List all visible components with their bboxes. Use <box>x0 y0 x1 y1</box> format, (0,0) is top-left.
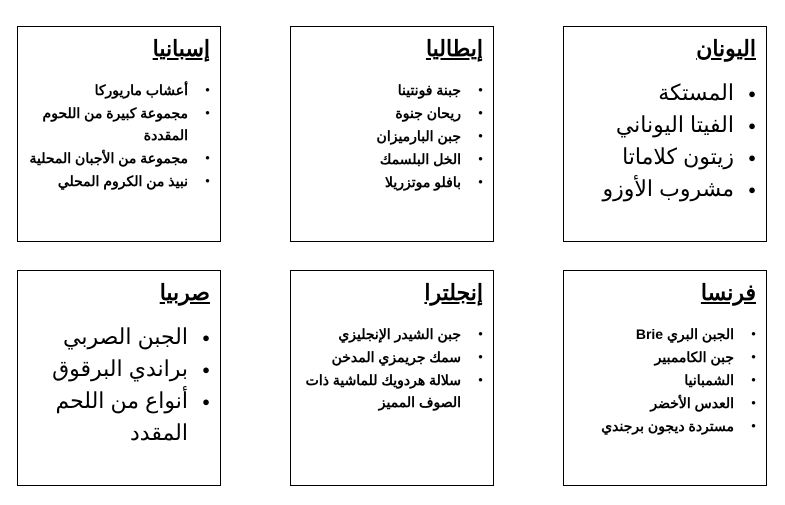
item-list <box>301 79 483 193</box>
item-list <box>301 323 483 413</box>
item-list <box>28 79 210 192</box>
list-item: ● أعشاب ماريوركا <box>28 79 188 101</box>
item-list <box>574 323 756 437</box>
box-title: إنجلترا <box>424 280 483 305</box>
list-item: ● ريحان جنوة <box>301 102 461 124</box>
list-item: ● نبيذ من الكروم المحلي <box>28 170 188 192</box>
list-item: ● الفيتا اليوناني <box>574 109 734 141</box>
item-list <box>28 321 210 449</box>
list-item: ● المستكة <box>574 77 734 109</box>
box-title: صربيا <box>159 280 210 305</box>
list-item: ● سلالة هردويك للماشية ذات الصوف المميز <box>301 369 461 413</box>
box-greece <box>563 26 767 242</box>
list-item: ● مستردة ديجون برجندي <box>574 415 734 437</box>
list-item: ● مشروب الأوزو <box>574 173 734 205</box>
list-item: ● جبن البارميزان <box>301 125 461 147</box>
list-item: ● جبن الشيدر الإنجليزي <box>301 323 461 345</box>
list-item: ● الجبن البري Brie <box>574 323 734 345</box>
list-item: ● الخل البلسمك <box>301 148 461 170</box>
list-item: ● بافلو موتزريلا <box>301 171 461 193</box>
list-item: ● أنواع من اللحم المقدد <box>28 385 188 449</box>
box-italy <box>290 26 494 242</box>
box-title: اليونان <box>696 36 756 61</box>
list-item: ● زيتون كلاماتا <box>574 141 734 173</box>
list-item: ● الشمبانيا <box>574 369 734 391</box>
list-item: ● براندي البرقوق <box>28 353 188 385</box>
box-spain <box>17 26 221 242</box>
box-france <box>563 270 767 486</box>
box-title: إسبانيا <box>152 36 210 61</box>
list-item: ● مجموعة من الأجبان المحلية <box>28 147 188 169</box>
list-item: ● سمك جريمزي المدخن <box>301 346 461 368</box>
box-title: فرنسا <box>700 280 756 305</box>
box-title: إيطاليا <box>425 36 483 61</box>
list-item: ● الجبن الصربي <box>28 321 188 353</box>
box-serbia <box>17 270 221 486</box>
list-item: ● جبنة فونتينا <box>301 79 461 101</box>
box-england <box>290 270 494 486</box>
list-item: ● العدس الأخضر <box>574 392 734 414</box>
list-item: ● مجموعة كبيرة من اللحوم المقددة <box>28 102 188 146</box>
list-item: ● جبن الكاممبير <box>574 346 734 368</box>
item-list <box>574 77 756 205</box>
